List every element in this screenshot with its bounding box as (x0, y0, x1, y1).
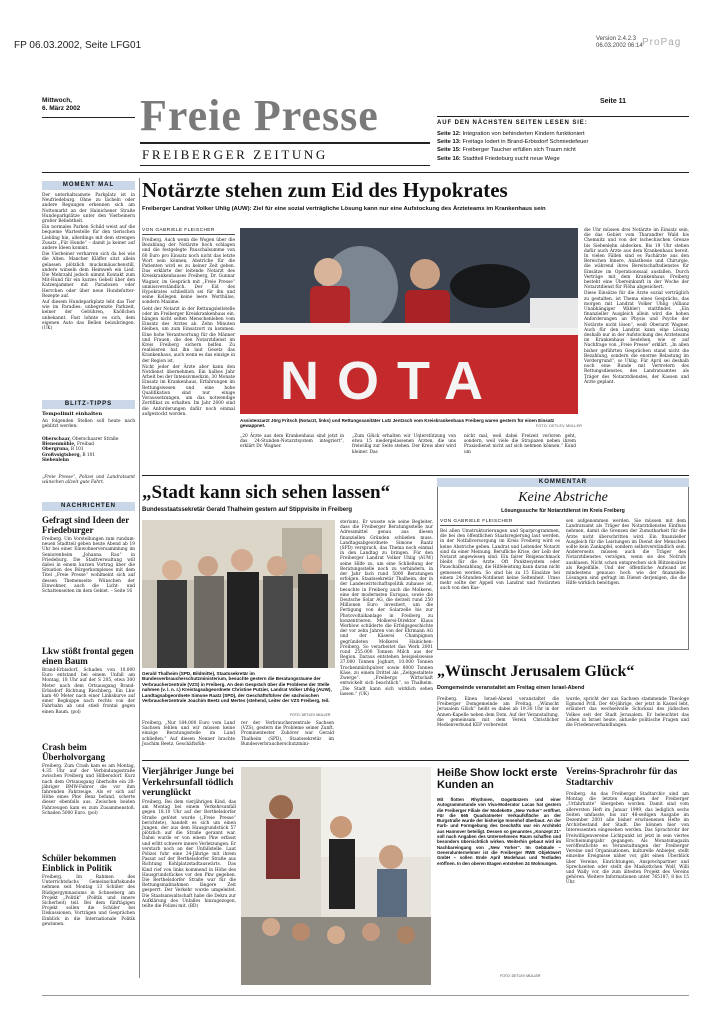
blitz-note: „Freie Presse“, Polizei und Landratsamt wünschen allzeit gute Fahrt. (42, 475, 135, 486)
blitz-item: Siebenlehn (42, 457, 69, 463)
issue-date (42, 97, 80, 112)
news-title: Gefragt sind Ideen der Friedeburger (42, 515, 130, 535)
jerusalem-col-1: Freiberg. Einen Israel-Abend veranstaltet die Freiberger Domgemeinde am Freitag. „Wünscht Jerusalem Glück“ heißt es dabei ab 19.30 Uhr in der Annen-Kapelle neben dem Dom. Auf der Veranstaltung, die gemeinsam mit dem Verein Christlicher Medienverbund KEP vorbereitet (437, 697, 559, 729)
preview-item[interactable]: Seite 12: Integration von behinderten Kindern funktioniert (437, 131, 585, 137)
version-line: Version 2.4.2.3 (596, 36, 637, 42)
vehicle-lettering: NOTA (280, 351, 501, 411)
issue-weekday: Mittwoch, (42, 97, 72, 104)
news-text: Freiberg. Um Vorstellungen zum rundum-neuen Stadtteil geben heute Abend ab 19 Uhr bei einer Einwohnerversammlung im Seniorenheim „Johanna Rau“ in Friedeburg. Die Stadtverwaltung will dabei in einem kurzen Vortrag über die Situation des Bürgerkomplexes mit dem Titel „Freie Presse“ wohlmeint sich auf dessen Themenseite Wünschen der Einwohner, auch die Licht- und Schattenseiten im dem Gebiet. – Seite 16 (42, 537, 135, 595)
article2-col-2: rer der Verbraucherzentrale Sachsen (VZS), gestern die Probleme seiner Zunft. Prominentester Zuhörer war Gerald Thalheim (SPD), Staatssekretär im Bundesverbraucherschutzmini- (241, 721, 334, 747)
lead-col-1: Freiberg. Auch wenn die Wogen über die Bezahlung der Notärzte hoch schlagen und die festgelegte Pauschalsumme von 60 Euro pro Einsatz noch nicht das letzte Wort sein können, Abstriche für die Patienten wird es zu keiner Zeit geben. Das erklärte der leitende Notarzt des Kreiskrankenhauses Freiberg, Dr. Gunnar Wagner, im Gespräch mit „Freie Presse“ unmissverständlich. Der Eid des Hypokrates schließlich sei für ihn und seine Kollegen keine leere Worthülse, sondern Maxime. Geht der Notarzt in der Rettungsleitstelle oder im Freiberger Kreiskrankenhaus ein, hängen nicht selten Menschenleben vom Einsatz des Arztes ab. Zehn Minuten bleiben, um zum Einsatzort zu kommen. Eine hohe Verantwortung für die Männer und Frauen, die den Notarztdienst im Kreis Freiberg sichern helfen. Zu realisieren hat ihn laut Gesetz das Krankenhaus, auch wenn es das einzige in der Region ist. Nicht jeder der Ärzte aber kann den Notdienst übernehmen. Ein halbes Jahr Arbeit bei der Intensivmedizin, 30 Monate Einsatz im Krankenhaus, Erfahrungen im Rettungswesen und eine hohe Qualifikation sind nur einige Voraussetzungen, um das notwendige Zertifikat zu erhalten. Im Jahr 2000 sind die Anforderungen dafür noch einmal aufgestockt worden. (142, 238, 235, 417)
article2-col-1: Freiberg. „Nur 184.000 Euro vom Land Sachsen fehlen und wir müssen keine einzige Beratungsstelle im Land schließen.“ Auf diesen Nenner brachte Joachim Beetz, Geschäftsfüh- (142, 721, 235, 747)
fashion-store-illustration (241, 767, 431, 985)
news-text: Brand-Erbisdorf. Schaden von 10.000 Euro entstand bei einem Unfall am Montag, 18 Uhr auf der S 205, etwa 300 Meter nach dem Ortsausgang Brand-Erbisdorf Richtung Riechberg. Ein Lkw kam 40 Meter nach einer Linkskurve auf einer Begkuppe nach rechts von der Fahrbahn ab und stieß frontal gegen einen Baum. (pol) (42, 668, 135, 715)
show-photo-credit: FOTO: DETLEV MÜLLER (500, 974, 541, 978)
page-meta-line: FP 06.03.2002, Seite LFG01 (14, 40, 142, 51)
kommentar-title: Keine Abstriche (518, 490, 608, 505)
article2-photo-credit: FOTO: DETLEV MÜLLER (290, 713, 331, 717)
sprachrohr-text: Freiberg. An das Freiberger Stadtarchiv sind am Montag die letzten Ausgaben der Freiberger „Urfahrkutte“ übergeben worden. Damit sind vom allerersten Heft im Januar 1999, das lediglich sechs Seiten umfasste, bis zur 48-seitigen Ausgabe im Dezember 2001 alle bisher erschienenen Hefte im Archivbestand der Stadt. Die können hier von Interessenten eingesehen werden. Das Sprachrohr der Freiwilligenvereine Lichtpunkt ist jetzt in sein viertes Erscheinungsjahr gegangen. Als Monatsmagazin veröffentlichte es Veranstaltungen der Freiberger Vereine und Organisationen, kulturelle Anbieter, stellt einzelne Ereignisse näher vor, gibt einen Überblick über Vereine, Einrichtungen, Ansprechpartner und Sprechzeiten oder stellt die Maskottchen Wolf, Willi und Wally vor, die zum ältesten Projekt des Vereins gehören. Weitere Informationen unter 765187; 8 bis 15 Uhr. (566, 792, 689, 886)
article2-photo-caption: Gerald Thalheim (SPD, Bildmitte), Staatssekretär im Bundesverbraucherschutzministerium, besuchte gestern die Beratungsräume der Verbraucherzentrale (VZS) in Freiberg. An dem Gespräch über die Probleme der Stelle nahmen (v. l. n. r.) Kreistagsabgeordnete Christine Putzier, Landrat Volker Uhlig (AUW), Landtagsabgeordnete Simone Raatz (SPD), der Geschäftsführer der sächsischen Verbraucherzentrale Joachim Beetz und Mertes (stehend, Leiter der VZS Freiberg, teil. (142, 671, 332, 704)
preview-item[interactable]: Seite 13: Freitags lodert in Brand-Erbisdorf Schmiedefeuer (437, 139, 589, 146)
page-number: Seite 11 (600, 98, 627, 105)
show-photo (241, 767, 431, 985)
news-title: Crash beim Überholvorgang (42, 742, 105, 762)
kommentar-subtitle: Lösungssuche für Notarztdienst im Kreis Freiberg (501, 508, 625, 514)
preview-list (437, 130, 689, 163)
jerusalem-col-2: wurde, spricht der aus Sachsen stammende Theologe Egmond Prill. Der 40-jährige, der jetzt in Kassel lebt, erläutert das wechselvolle Schicksal des jüdischen Volkes seit der Stadt Jerusalem. Er beleuchtet das Leben in Israel heute, aktuelle politische Fragen und die Friedensverhandlungen. (566, 697, 689, 729)
preview-rule (437, 116, 689, 117)
preview-item[interactable]: Seite 16: Stadtteil Friedeburg sucht neue Wege (437, 155, 560, 162)
blitz-item: Obergruna, B 101 (42, 447, 84, 453)
show-headline: Heiße Show lockt erste Kunden an (437, 767, 558, 791)
article2-col-3: sterium). Er wusste wie seine Begleiter, dass die Freiberger Beratungsstelle nur Adressmittel genau aus diesen finanziellen Gründen schließen muss. Landtagsabgeordnete Simone Raatz (SPD) versprach, das Thema noch einmal in den Landtag zu bringen. Für den Freiberger Landrat Volker Uhlig (AUW) seine Hilfe zu, um eine Schließung der Beratungsstelle noch zu verhindern, in der Jahr fach rund 5000 Beratungen erfolgen. Staatssekretär Thalheim, der in der Landeswirtschaftspolitik zuhause ist, besuchte in Freiberg auch die Molkerei, eine der modernsten Europas, sowie die Deutsche Solar AG, die derzeit rund 250 Millionen Euro investiert, um die Fertigung von der Solarzelle bis zur Photovoltaikanlage in Freiberg zu konzentrieren. Molkerei-Direktor Klaus Werblow schilderte die Erfolgsgeschichte der vor zehn Jahren von der Ehrmann AG und der Käserei Champignon gegründeten Molkerei Hainichen-Freiberg. So verarbeitet das Werk 2001 rund 255.000 Tonnen Milch aus der Region. Daraus entstehen beispielsweise 37.000 Tonnen Joghurt, 10.000 Tonnen Trockenmilchpulver sowie 8000 Tonnen Käse, zu einem Drittel als „Zeitgestaltete Zwerge“. „Freibergs Wirtschaft entwickelt sich beachtlich“, so Thalheim. „Die Stadt kann sich wirklich sehen lassen.“ (UK) (340, 520, 433, 697)
blitz-title: Tempolimit einhalten (42, 411, 103, 417)
lead-col-4: nicht mal, weil dabei Freizeit verloren geht, sondern, weil viele die Strapazen neben ihrem Praxisdienst nicht auf sich nehmen können.“ Kund um (464, 434, 576, 455)
preview-item[interactable]: Seite 15: Freiberger Taucher erfüllen sich Traum nicht (437, 147, 576, 154)
jerusalem-headline: „Wünscht Jerusalem Glück“ (437, 663, 635, 680)
kommentar-col-1: Bei allen Umstrukturierungen und Sparprogrammen, die bei den öffentlichen Staatsregierung laut werden, in der Notfallversorgung im Kreis Freiberg wird es keine Abstriche geben. Landrat und Leitender Notarzt sind da einer Meinung. Berufliche Krise, der Leib der Notarzt angewiesen sind. Ein fairer Reigenschmack bleibt für die Ärzte. Oft Punktesystem oder Pauschalbezahlung, die Hilfeleistung kann daran nicht gemessen werden. So sind bis zu 15 Einsätze bei einem 24-Stunden-Notdienst keine Seltenheit. Umso mehr sollte der Appell von Landrat und Notärzten auch von den Kas- (440, 529, 560, 592)
article2-subheadline: Bundesstaatssekretär Gerald Thalheim gestern auf Stippvisite in Freiberg (142, 507, 353, 513)
blitz-list (42, 437, 135, 463)
article2-headline: „Stadt kann sich sehen lassen“ (142, 482, 391, 503)
blitz-item: Bienenmühle, Freibad (42, 442, 95, 448)
lead-col-3: „Zum Glück erhalten wir Unterstützung von etwa 15 niedergelassenen Ärzten, die uns freiwillig zur Seite stehen. Der Kreis aber wird kleiner. Das (352, 434, 456, 455)
blitz-item: Oberschaar, Oberschaarer Straße (42, 437, 119, 442)
verkehr-text: Freiberg. Bei dem vierjährigen Kind, das am Montag bei einem Verkehrsunfall gegen 18.10 Uhr auf der Berthelsdorfer Straße getötet wurde („Freie Presse“ berichtete), handelt es sich um einen Jungen, der aus dem Hausgrundstück 57 plötzlich auf die Straße gerannt war. Dabei wurde er von einem Pkw erfasst und erlitt schwere innere Verletzungen. Er verstarb noch an der Unfallstelle. Laut Polizei fuhr eine 24-Jährige mit ihrem Passat auf der Berthelsdorfer Straße aus Richtung Kohlplatzstadtauswärts. Das Kind rief von links kommend in Höhe des Hausgrundstückes vor den Pkw gegeben. Die Berthelsdorfer Straße war für die Rettungsmaßnahmen längere Zeit gesperrt. Der Verkehr wurde umgeleitet. Die Staatsanwaltschaft habe die Dekra zur Aufklärung des Unfalles hinzugezogen, teilte die Polizei mit. (BD) (142, 800, 236, 910)
version-date: 06.03.2002 06:14 (596, 43, 643, 49)
section-rule-lower (142, 760, 689, 761)
sidebar-divider (139, 178, 140, 978)
lead-headline: Notärzte stehen zum Eid des Hypokrates (142, 178, 508, 202)
masthead-rule (140, 142, 430, 144)
blitz-intro: An folgenden Stellen soll heute nach geblitzt werden: (42, 419, 135, 430)
masthead-rule-left (42, 117, 135, 118)
blitz-tipps-heading: BLITZ-TIPPS (42, 400, 135, 409)
sprachrohr-headline: Vereins-Sprachrohr für das Stadtarchiv (566, 767, 678, 788)
news-title: Lkw stößt frontal gegen einen Baum (42, 646, 134, 666)
lead-col-2: „20 Ärzte aus dem Krankenhaus sind jetzt in das 24-Stunden-Notarztsystem integriert“, erklärt Dr. Wagner. (240, 434, 344, 450)
masthead-bottom-rule (42, 172, 689, 173)
lead-subheadline: Freiberger Landrat Volker Uhlig (AUW): Ziel für eine sozial verträgliche Lösung kann nur eine Aufstockung des Ärzteteams im Krankenhaus sein (142, 206, 546, 212)
lead-photo (240, 228, 578, 414)
show-text: Mit flotten Rhythmen, Gogotänzern und einer Autogrammstunde von Viva-Moderator Lucas hat gestern die Freiberger Filiale der Modekette „New Yorker“ eröffnet. Für die 665 Quadratmeter Verkaufsfläche an der Burgstraße wurde der bisherige Innenhof überbaut. An der Farb- und Formgebung des Geschäfts war ein Architekt aus Hannover beteiligt. Dessen so genanntes „Konzept 21“ soll nach Angaben des Unternehmens Raum schaffen und besonders übersichtlich wirken. Weiterhin gebaut wird im Nachbareingang von „New Yorker“. Im Gebäude – Generalunternehmer ist die Freiberger RWE Objektwert GmbH – sollen Ende April Modehaus und Textladen eröffnen. In den oberen Etagen entstehen 24 Wohnungen. (437, 797, 561, 866)
newspaper-subtitle: FREIBERGER ZEITUNG (142, 147, 328, 162)
jerusalem-subheadline: Domgemeinde veranstaltet am Freitag einen Israel-Abend (437, 685, 585, 691)
group-photo-illustration (142, 520, 335, 668)
news-text: Freiberg. Im Rahmen des Unterrichtsfachs Gemeinschaftskunde nehmen seit Montag 13 Schüler des Rüdigergymnasiums in Schneeberg am Projekt „Politik“ (Politik und innere Sicherheit) teil. Bei dem fünftägigen Projekt sollen die Schüler bei Diskussionen, Vorträgen und Gesprächen Einblick in die Internationale Politik gewinnen. (42, 875, 135, 927)
issue-day: 6. März 2002 (42, 104, 81, 112)
version-info (596, 36, 643, 50)
lead-byline: VON GABRIELE FLEISCHER (142, 228, 235, 235)
nachrichten-heading: NACHRICHTEN (42, 502, 135, 511)
moment-mal-heading: MOMENT MAL (42, 181, 135, 190)
kommentar-col-2: sen aufgenommen werden. Sie müssen mit dem Landratsamt als Träger des Notarztdienstes Einfluss nehmen, damit die Grenzen der Zumutbarkeit für die Ärzte nicht überschritten wird. Ein finanzieller Ausgleich für die Leistungen im Dienst der Menschen sollte kein Zankapfel, sondern selbstverständlich sein. Andererseits müssen auch die Träger des Notarztdienstes verzögen, wenn sie des Notrufs ausblasen. Nicht schon entsprechen sich Blitzeinsätze als Regelfälle. Und der öffentliche Aufwand ist mindestens genauso hoch wie der finanzielle. Lösungen sind gefragt im Dienst derjenigen, die die Hilfe wirklich benötigen. (566, 519, 686, 587)
kommentar-heading: KOMMENTAR (437, 478, 689, 487)
news-title: Schüler bekommen Einblick in Politik (42, 853, 117, 873)
article2-photo (142, 520, 335, 668)
preview-heading: AUF DEN NÄCHSTEN SEITEN LESEN SIE: (437, 120, 588, 126)
blitz-item: Großvoigtsberg, B 101 (42, 452, 96, 458)
moment-mal-text: Der unterhaltsamste Parkplatz ist in Neufriedeburg. Ohne zu lächeln oder andere Regungen erkennen sich am Nottomarkt an der Hainichener Straße Hundeparkplätze unter den Vierbeinern großer Beliebtheit. Ein normales Parken Schild weist auf die bequeme Wartestelle für den tierischen Liebling hin, allerdings mit dem strengen Zusatz „Für Hunde“ – damit ja keiner auf andere Ideen kommt. Die Vierbeiner verharren sich da bei wie die Alten. Mancher Kläffer sitzt allein gelassen plötzlich mucksmäuschenstill, andere winseln dem Heimweh ein Lied. Die Mehrzahl jedoch nimmt Kontakt zum Mit-Hund für ein kurzes Gebell über den Katzenjammer mit Paradoxen oder Herrchen oder über neue Hundefutter-Rezepte auf. Auf diesem Hundeparkplatz lebt das Tier wie im Paradies: unbegrenzte Parkzeit, keiner der Gebühren, Knöllchen unbekannt. Fast lohnte es sich, dem eigenen Auto das Bellen beizubringen. (UK) (42, 193, 135, 332)
masthead-rule-bottom (140, 165, 430, 166)
propag-label: ProPag (642, 37, 682, 48)
section-rule (142, 475, 689, 476)
news-text: Freiberg. Zum Crash kam es am Montag, 4.35 Uhr auf der Verbindungsstraße zwischen Freiberg und Hilbersdorf. Kurz nach dem Ortsausgang überholte ein 28-jähriger BMW-Fahrer die vor ihm fahrenden Fahrzeuge. Als er sich auf Höhe eines Pkw Benz befand, scherte dieser ebenfalls aus. Zwischen beiden Fahrzeugen kam es zum Zusammenstoß. Schaden 5000 Euro. (pol) (42, 764, 135, 816)
lead-photo-credit: FOTO: DETLEV MÜLLER (536, 424, 583, 428)
lead-col-5: die Uhr müssen drei Notärzte im Einsatz sein, die das Gebiet vom Tharandter Wald bis Chemnitz und von der tschechischen Grenze bis Siebenlehn abdecken. Bis 19 Uhr stehen dafür auch Ärzte aus dem Krankenhaus bereit. In vielen Fällen sind es Fachärzte aus den Bereichen Innere, Anästhesie und Chirurgie, die während ihres Bereitschaftsdienstes für Einsätze im Operationssaal ausfallen. Durch Verträge mit dem Krankenhaus Freiberg besteht eine Übereinkunft in der Woche der Notarztdienst für Flöha abgesichert. Diese Einsätze für die Ärzte sozial verträglich zu gestalten, ist Thema eines Gesprächs, das morgen mit Landrat Volker Uhlig (Allianz Unabhängiger Wähler) stattfindet. „Ein finanzieller Ausgleich allein wird die hohen Anforderungen an Physis und Psyche der Notärzte nicht lösen“, weiß Oberarzt Wagner. Auch für den Landrat kann eine Lösung deshalb nur in der Aufstockung des Ärzteteams im Krankenhaus bestehen, wie er auf Nachfrage von „Freie Presse“ erklärt. „In allen bisher geführten Gesprächen stand nicht die Bezahlung, sondern die enorme Belastung im Vordergrund“, so Uhlig. Für April sei deshalb noch eine Runde mit Vertretern des Rettungsdienstes, des Landratsamtes als Träger des Notarztdienstes, der Kassen und Ärzte geplant. (584, 228, 689, 385)
kommentar-byline: VON GABRIELE FLEISCHER (440, 519, 560, 526)
newspaper-title: Freie Presse (140, 91, 379, 140)
page-bottom-rule (42, 995, 689, 996)
verkehr-headline: Vierjähriger Junge bei Verkehrsunfall tödlich verunglückt (142, 767, 234, 798)
lead-photo-caption: Assistenzarzt Jörg Fritsch (Notarzt, links) und Rettungssanitäter Lutz Jentzsch vom Kreiskrankenhaus Freiberg waren gestern für einen Einsatz gewappnet. (240, 418, 555, 429)
